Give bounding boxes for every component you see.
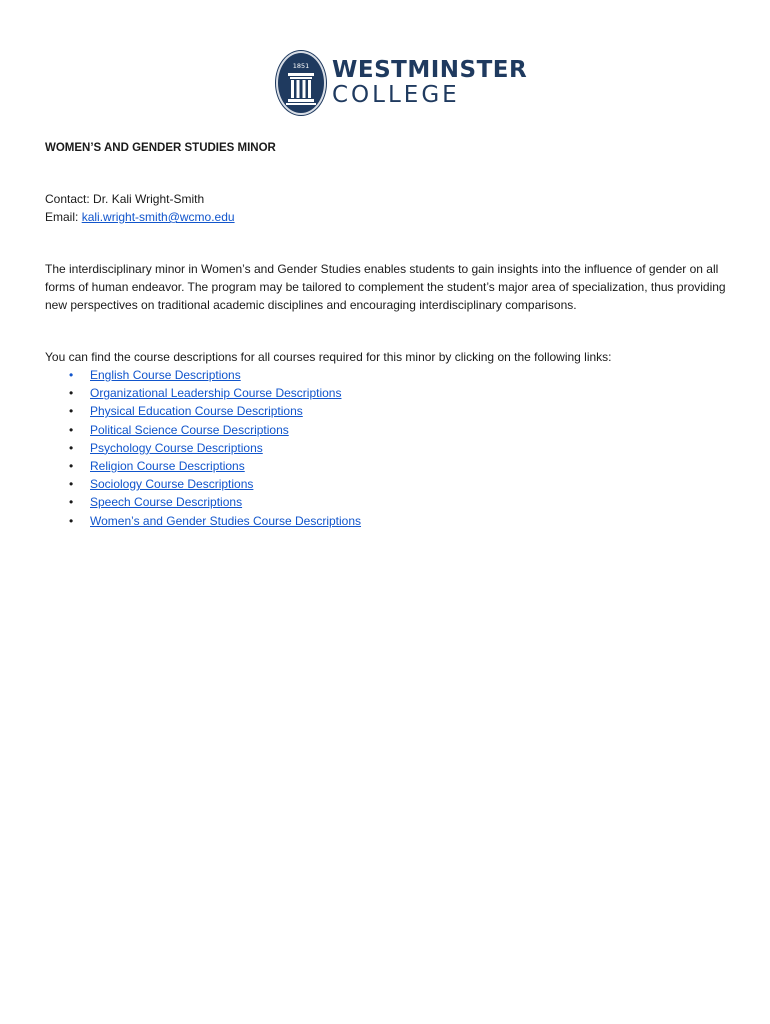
bullet: • [69,458,74,473]
contact-line: Contact: Dr. Kali Wright-Smith [45,192,205,206]
sociology-course-link[interactable]: Sociology Course Descriptions [90,477,254,492]
wordmark-line1: WESTMINSTER [332,57,528,83]
wordmark-line2: COLLEGE [332,82,460,108]
list-item [45,512,735,530]
college-wordmark [332,59,527,107]
main-content [45,139,735,530]
bullet: • [69,422,74,437]
religion-course-link[interactable]: Religion Course Descriptions [90,458,245,473]
list-item [45,384,735,402]
bullet: • [69,495,74,510]
list-item [45,475,735,493]
bullet: • [69,477,74,492]
westminster-college-logo [276,50,527,116]
links-intro: You can find the course descriptions for all courses required for this minor by clicking on the following links: [45,350,612,364]
list-item [45,439,735,457]
list-item [45,457,735,475]
course-links-list [45,366,735,530]
organizational-leadership-course-link[interactable]: Organizational Leadership Course Descriptions [90,386,342,401]
psychology-course-link[interactable]: Psychology Course Descriptions [90,440,263,455]
college-seal-icon [276,51,326,115]
email-label: Email: [45,210,82,224]
bullet: • [69,386,74,401]
contact-block [45,190,735,226]
speech-course-link[interactable]: Speech Course Descriptions [90,495,243,510]
bullet: • [69,404,74,419]
seal-year: 1851 [292,62,310,70]
email-link[interactable]: kali.wright-smith@wcmo.edu [81,210,235,224]
womens-gender-studies-course-link[interactable]: Women’s and Gender Studies Course Descriptions [90,513,362,528]
list-item [45,402,735,420]
page-title: WOMEN’S AND GENDER STUDIES MINOR [45,142,276,154]
political-science-course-link[interactable]: Political Science Course Descriptions [90,422,289,437]
list-item [45,421,735,439]
bullet: • [69,368,74,382]
bullet: • [69,513,74,528]
bullet: • [69,440,74,455]
list-item [45,493,735,511]
intro-paragraph: The interdisciplinary minor in Women’s and Gender Studies enables students to gain insights into the influence of gender on all forms of human endeavor. The program may be tailored to complement the student’s major area of specialization, thus providing new perspectives on traditional academic disciplines and encouraging interdisciplinary comparisons. [45,262,726,312]
english-course-link[interactable]: English Course Descriptions [90,368,241,382]
email-line [45,208,735,226]
physical-education-course-link[interactable]: Physical Education Course Descriptions [90,404,303,419]
list-item [45,366,735,384]
